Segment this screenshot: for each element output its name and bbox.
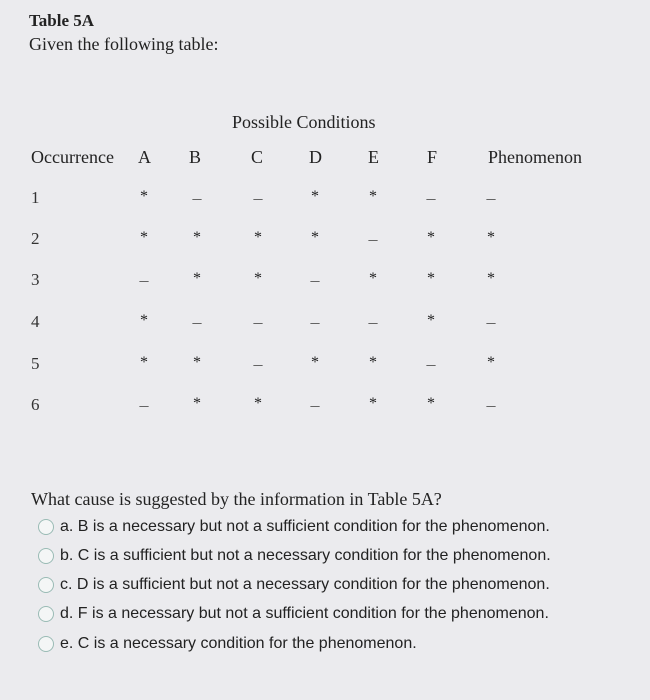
radio-icon[interactable] [38,519,54,535]
option-e-label: e. C is a necessary condition for the phenomenon. [60,635,417,652]
option-c[interactable] [38,576,550,594]
cell-e: – [368,312,378,332]
cell-e: * [369,270,377,287]
phenomenon-header: Phenomenon [488,147,582,167]
option-a-label: a. B is a necessary but not a sufficient condition for the phenomenon. [60,518,550,535]
cell-a: * [140,188,148,205]
possible-conditions-caption: Possible Conditions [232,112,376,132]
cell-b: – [192,188,202,208]
cell-d: – [310,312,320,332]
column-header-f: F [427,147,438,167]
cell-a: * [140,354,148,371]
occurrence-number: 5 [31,354,40,373]
cell-d: – [310,270,320,290]
column-header-a: A [138,147,151,167]
cell-c: – [253,354,263,374]
cell-d: – [310,395,320,415]
cell-b: * [193,354,201,371]
occurrence-number: 3 [31,270,40,289]
occurrence-number: 6 [31,395,40,414]
table-title: Table 5A [29,11,95,30]
cell-a: – [139,395,149,415]
cell-e: * [369,354,377,371]
cell-b: * [193,229,201,246]
cell-d: * [311,229,319,246]
cell-c: – [253,312,263,332]
cell-b: * [193,395,201,412]
cell-c: * [254,229,262,246]
cell-f: * [427,270,435,287]
cell-e: * [369,188,377,205]
cell-f: – [426,354,436,374]
option-d-label: d. F is a necessary but not a sufficient condition for the phenomenon. [60,605,549,622]
cell-b: * [193,270,201,287]
cell-c: * [254,395,262,412]
cell-phenomenon: * [487,229,495,246]
column-header-e: E [368,147,379,167]
occurrence-number: 4 [31,312,40,331]
cell-f: * [427,395,435,412]
cell-phenomenon: * [487,270,495,287]
option-e[interactable] [38,635,417,653]
cell-a: * [140,312,148,329]
cell-phenomenon: – [486,312,496,332]
option-c-label: c. D is a sufficient but not a necessary condition for the phenomenon. [60,576,550,593]
option-b-label: b. C is a sufficient but not a necessary condition for the phenomenon. [60,547,551,564]
occurrence-number: 1 [31,188,40,207]
table-subtitle: Given the following table: [29,34,219,54]
column-header-c: C [251,147,264,167]
cell-a: – [139,270,149,290]
cell-phenomenon: – [486,395,496,415]
radio-icon[interactable] [38,577,54,593]
occurrence-number: 2 [31,229,40,248]
cell-e: – [368,229,378,249]
cell-phenomenon: * [487,354,495,371]
cell-f: – [426,188,436,208]
cell-c: – [253,188,263,208]
cell-b: – [192,312,202,332]
column-header-d: D [309,147,322,167]
option-d[interactable] [38,605,549,623]
column-header-b: B [189,147,202,167]
option-b[interactable] [38,547,551,565]
radio-icon[interactable] [38,606,54,622]
radio-icon[interactable] [38,548,54,564]
cell-f: * [427,229,435,246]
cell-c: * [254,270,262,287]
cell-phenomenon: – [486,188,496,208]
radio-icon[interactable] [38,636,54,652]
cell-d: * [311,188,319,205]
occurrence-header: Occurrence [31,147,114,167]
cell-f: * [427,312,435,329]
cell-a: * [140,229,148,246]
option-a[interactable] [38,518,550,536]
cell-d: * [311,354,319,371]
cell-e: * [369,395,377,412]
question-text: What cause is suggested by the information in Table 5A? [31,489,442,509]
